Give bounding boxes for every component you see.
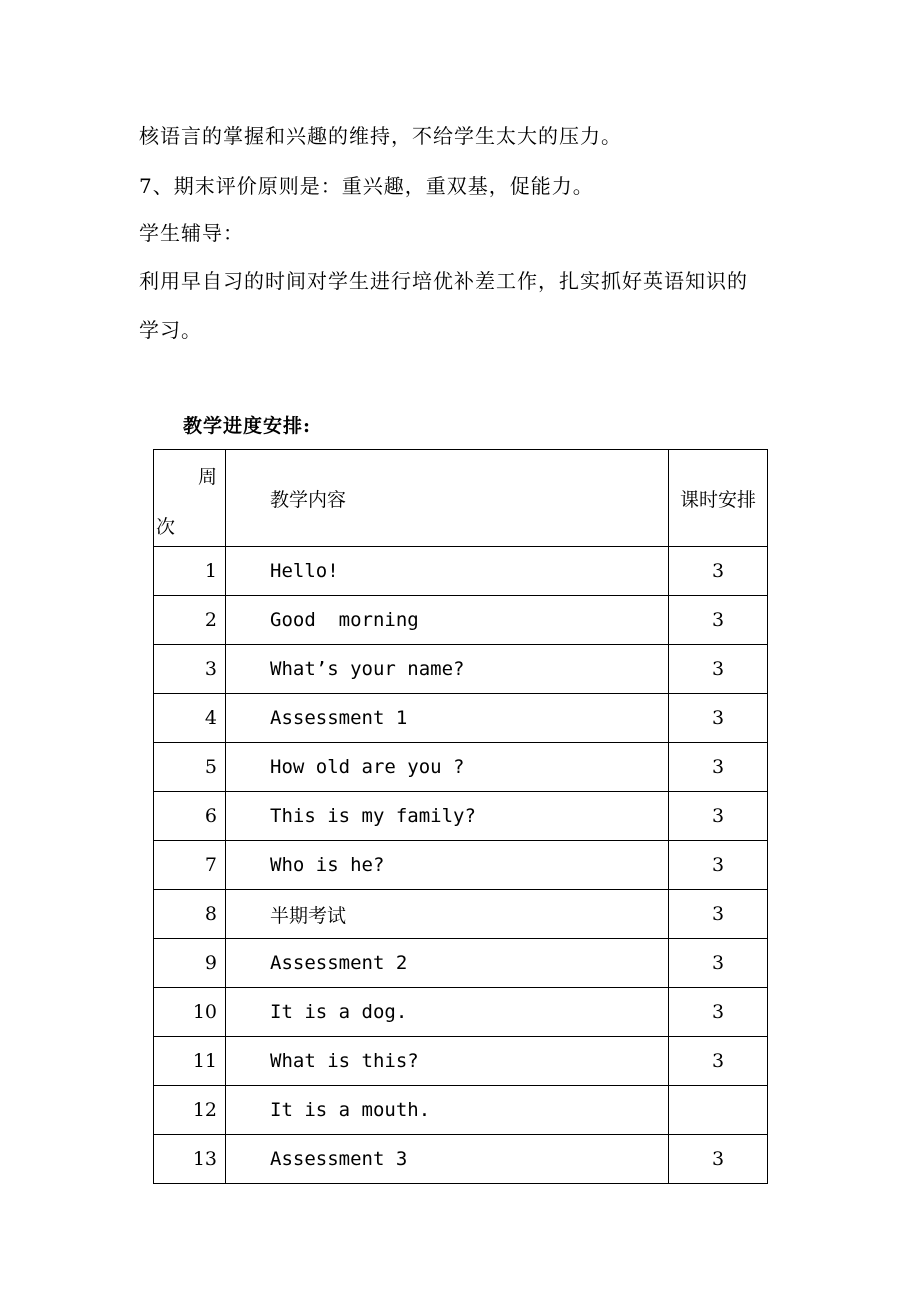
- table-row: [154, 1086, 768, 1135]
- class-hours-cell: 3: [669, 988, 768, 1037]
- paragraph-tutoring-detail-end: 学习。: [139, 318, 202, 342]
- week-number-cell: 13: [154, 1135, 226, 1184]
- week-number-cell: 12: [154, 1086, 226, 1135]
- lesson-content-cell: This is my family?: [226, 792, 669, 841]
- lesson-content-cell: Assessment 3: [226, 1135, 669, 1184]
- lesson-content-cell: Assessment 2: [226, 939, 669, 988]
- class-hours-cell: 3: [669, 547, 768, 596]
- table-row: [154, 645, 768, 694]
- class-hours-cell: 3: [669, 743, 768, 792]
- lesson-content-cell: Hello!: [226, 547, 669, 596]
- class-hours-cell: 3: [669, 939, 768, 988]
- lesson-content-cell: Good morning: [226, 596, 669, 645]
- table-row: [154, 1037, 768, 1086]
- schedule-heading: 教学进度安排:: [183, 415, 312, 437]
- lesson-content-cell: 半期考试: [226, 890, 669, 939]
- lesson-content-cell: Assessment 1: [226, 694, 669, 743]
- lesson-content-cell: Who is he?: [226, 841, 669, 890]
- lesson-content-cell: What is this?: [226, 1037, 669, 1086]
- week-number-cell: 4: [154, 694, 226, 743]
- table-row: [154, 841, 768, 890]
- week-number-cell: 8: [154, 890, 226, 939]
- week-number-cell: 7: [154, 841, 226, 890]
- table-row: [154, 743, 768, 792]
- table-header-row: [154, 450, 768, 547]
- class-hours-cell: 3: [669, 596, 768, 645]
- content-header-cell: 教学内容: [226, 450, 669, 547]
- lesson-content-cell: What’s your name?: [226, 645, 669, 694]
- paragraph-evaluation-principle: 7、期末评价原则是：重兴趣，重双基，促能力。: [139, 174, 594, 198]
- table-row: [154, 988, 768, 1037]
- table-row: [154, 890, 768, 939]
- week-number-cell: 5: [154, 743, 226, 792]
- class-hours-cell: 3: [669, 645, 768, 694]
- class-hours-cell: 3: [669, 890, 768, 939]
- class-hours-cell: 3: [669, 841, 768, 890]
- class-hours-cell: 3: [669, 792, 768, 841]
- paragraph-interest-maintenance: 核语言的掌握和兴趣的维持，不给学生太大的压力。: [139, 124, 622, 148]
- class-hours-cell: 3: [669, 1037, 768, 1086]
- week-number-cell: 6: [154, 792, 226, 841]
- week-header-label-line2: 次: [156, 516, 176, 538]
- table-row: [154, 547, 768, 596]
- table-row: [154, 1135, 768, 1184]
- table-row: [154, 596, 768, 645]
- week-header-cell: [154, 450, 226, 547]
- week-number-cell: 10: [154, 988, 226, 1037]
- lesson-content-cell: It is a dog.: [226, 988, 669, 1037]
- week-number-cell: 3: [154, 645, 226, 694]
- class-hours-cell: 3: [669, 694, 768, 743]
- week-number-cell: 9: [154, 939, 226, 988]
- week-header-label-line1: 周: [197, 466, 217, 488]
- week-number-cell: 2: [154, 596, 226, 645]
- class-hours-cell: [669, 1086, 768, 1135]
- lesson-content-cell: It is a mouth.: [226, 1086, 669, 1135]
- teaching-schedule-table: [153, 449, 768, 1184]
- table-row: [154, 792, 768, 841]
- paragraph-student-tutoring-title: 学生辅导：: [139, 221, 244, 245]
- week-number-cell: 11: [154, 1037, 226, 1086]
- week-number-cell: 1: [154, 547, 226, 596]
- lesson-content-cell: How old are you ?: [226, 743, 669, 792]
- hours-header-cell: 课时安排: [669, 450, 768, 547]
- table-row: [154, 939, 768, 988]
- paragraph-tutoring-detail: 利用早自习的时间对学生进行培优补差工作，扎实抓好英语知识的: [139, 269, 748, 293]
- class-hours-cell: 3: [669, 1135, 768, 1184]
- table-row: [154, 694, 768, 743]
